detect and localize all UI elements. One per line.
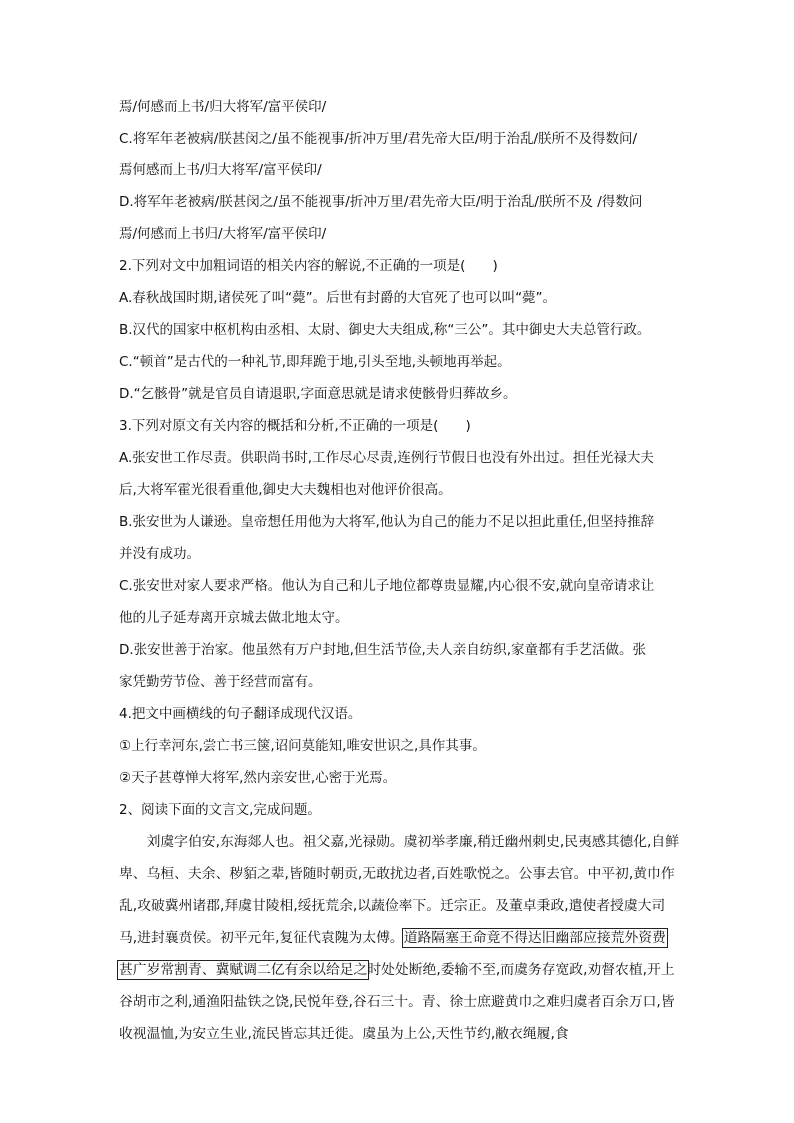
text-line: 焉何感而上书/归大将军/富平侯印/ bbox=[119, 162, 322, 178]
q3-option-c: C.张安世对家人要求严格。他认为自己和儿子地位都尊贵显耀,内心很不安,就向皇帝请求让 bbox=[119, 578, 655, 594]
q2-option-a: A.春秋战国时期,诸侯死了叫“薨”。后世有封爵的大官死了也可以叫“薨”。 bbox=[119, 290, 557, 306]
question-2: 2.下列对文中加粗词语的相关内容的解说,不正确的一项是( ) bbox=[119, 258, 498, 274]
q4-sentence-1: ①上行幸河东,尝亡书三箧,诏问莫能知,唯安世识之,具作其事。 bbox=[119, 738, 486, 754]
boxed-sentence: 道路隔塞王命竟不得达旧幽部应接荒外资费甚广岁常割青、冀赋调二亿有余以给足之 bbox=[119, 930, 666, 978]
text-line: 家凭勤劳节俭、善于经营而富有。 bbox=[119, 674, 322, 690]
q4-sentence-2: ②天子甚尊惮大将军,然内亲安世,心密于光焉。 bbox=[119, 770, 397, 786]
text-line: 焉/何感而上书/归大将军/富平侯印/ bbox=[119, 99, 327, 115]
text-line: 并没有成功。 bbox=[119, 546, 200, 562]
q2-option-b: B.汉代的国家中枢机构由丞相、太尉、御史大夫组成,称“三公”。其中御史大夫总管行政。 bbox=[119, 322, 651, 338]
option-d-line: D.将军年老被病/朕甚闵之/虽不能视事/折冲万里/君先帝大臣/明于治乱/朕所不及 /得数问 bbox=[119, 194, 643, 210]
question-4: 4.把文中画横线的句子翻译成现代汉语。 bbox=[119, 706, 362, 722]
q2-option-d: D.“乞骸骨”就是官员自请退职,字面意思就是请求使骸骨归葬故乡。 bbox=[119, 386, 517, 402]
text-line: 他的儿子延寿离开京城去做北地太守。 bbox=[119, 610, 349, 626]
q3-option-b: B.张安世为人谦逊。皇帝想任用他为大将军,他认为自己的能力不足以担此重任,但坚持推辞 bbox=[119, 514, 655, 530]
section-heading: 2、阅读下面的文言文,完成问题。 bbox=[119, 802, 321, 818]
text-line: 焉/何感而上书归/大将军/富平侯印/ bbox=[119, 226, 327, 242]
q2-option-c: C.“顿首”是古代的一种礼节,即拜跪于地,引头至地,头顿地再举起。 bbox=[119, 354, 511, 370]
text-line: 后,大将军霍光很看重他,御史大夫魏相也对他评价很高。 bbox=[119, 482, 452, 498]
q3-option-a: A.张安世工作尽责。供职尚书时,工作尽心尽责,连例行节假日也没有外出过。担任光禄大夫 bbox=[119, 450, 654, 466]
option-c-line: C.将军年老被病/朕甚闵之/虽不能视事/折冲万里/君先帝大臣/明于治乱/朕所不及得数问/ bbox=[119, 131, 638, 147]
passage-text: 刘虞字伯安,东海郯人也。祖父嘉,光禄勋。虞初举孝廉,稍迁幽州刺史,民夷感其德化,自鲜卑、乌桓、夫余、秽貊之辈,皆随时朝贡,无敢扰边者,百姓歌悦之。公事去官。中平初,黄巾作乱,攻破冀州诸郡,拜虞甘陵相,绥抚荒余,以蔬俭率下。迁宗正。及董卓秉政,遣使者授虞大司马,进封襄贲侯。初平元年,复征代袁隗为太傅。 bbox=[119, 834, 680, 946]
classical-passage bbox=[119, 826, 679, 1050]
q3-option-d: D.张安世善于治家。他虽然有万户封地,但生活节俭,夫人亲自纺织,家童都有手艺活做。张 bbox=[119, 642, 647, 658]
question-3: 3.下列对原文有关内容的概括和分析,不正确的一项是( ) bbox=[119, 418, 471, 434]
passage-text: 时处处断绝,委输不至,而虞务存宽政,劝督农植,开上谷胡市之利,通渔阳盐铁之饶,民悦年登,谷石三十。青、徐士庶避黄巾之难归虞者百余万口,皆收视温恤,为安立生业,流民皆忘其迁徙。虞虽为上公,天性节约,敝衣绳履,食 bbox=[119, 962, 675, 1042]
